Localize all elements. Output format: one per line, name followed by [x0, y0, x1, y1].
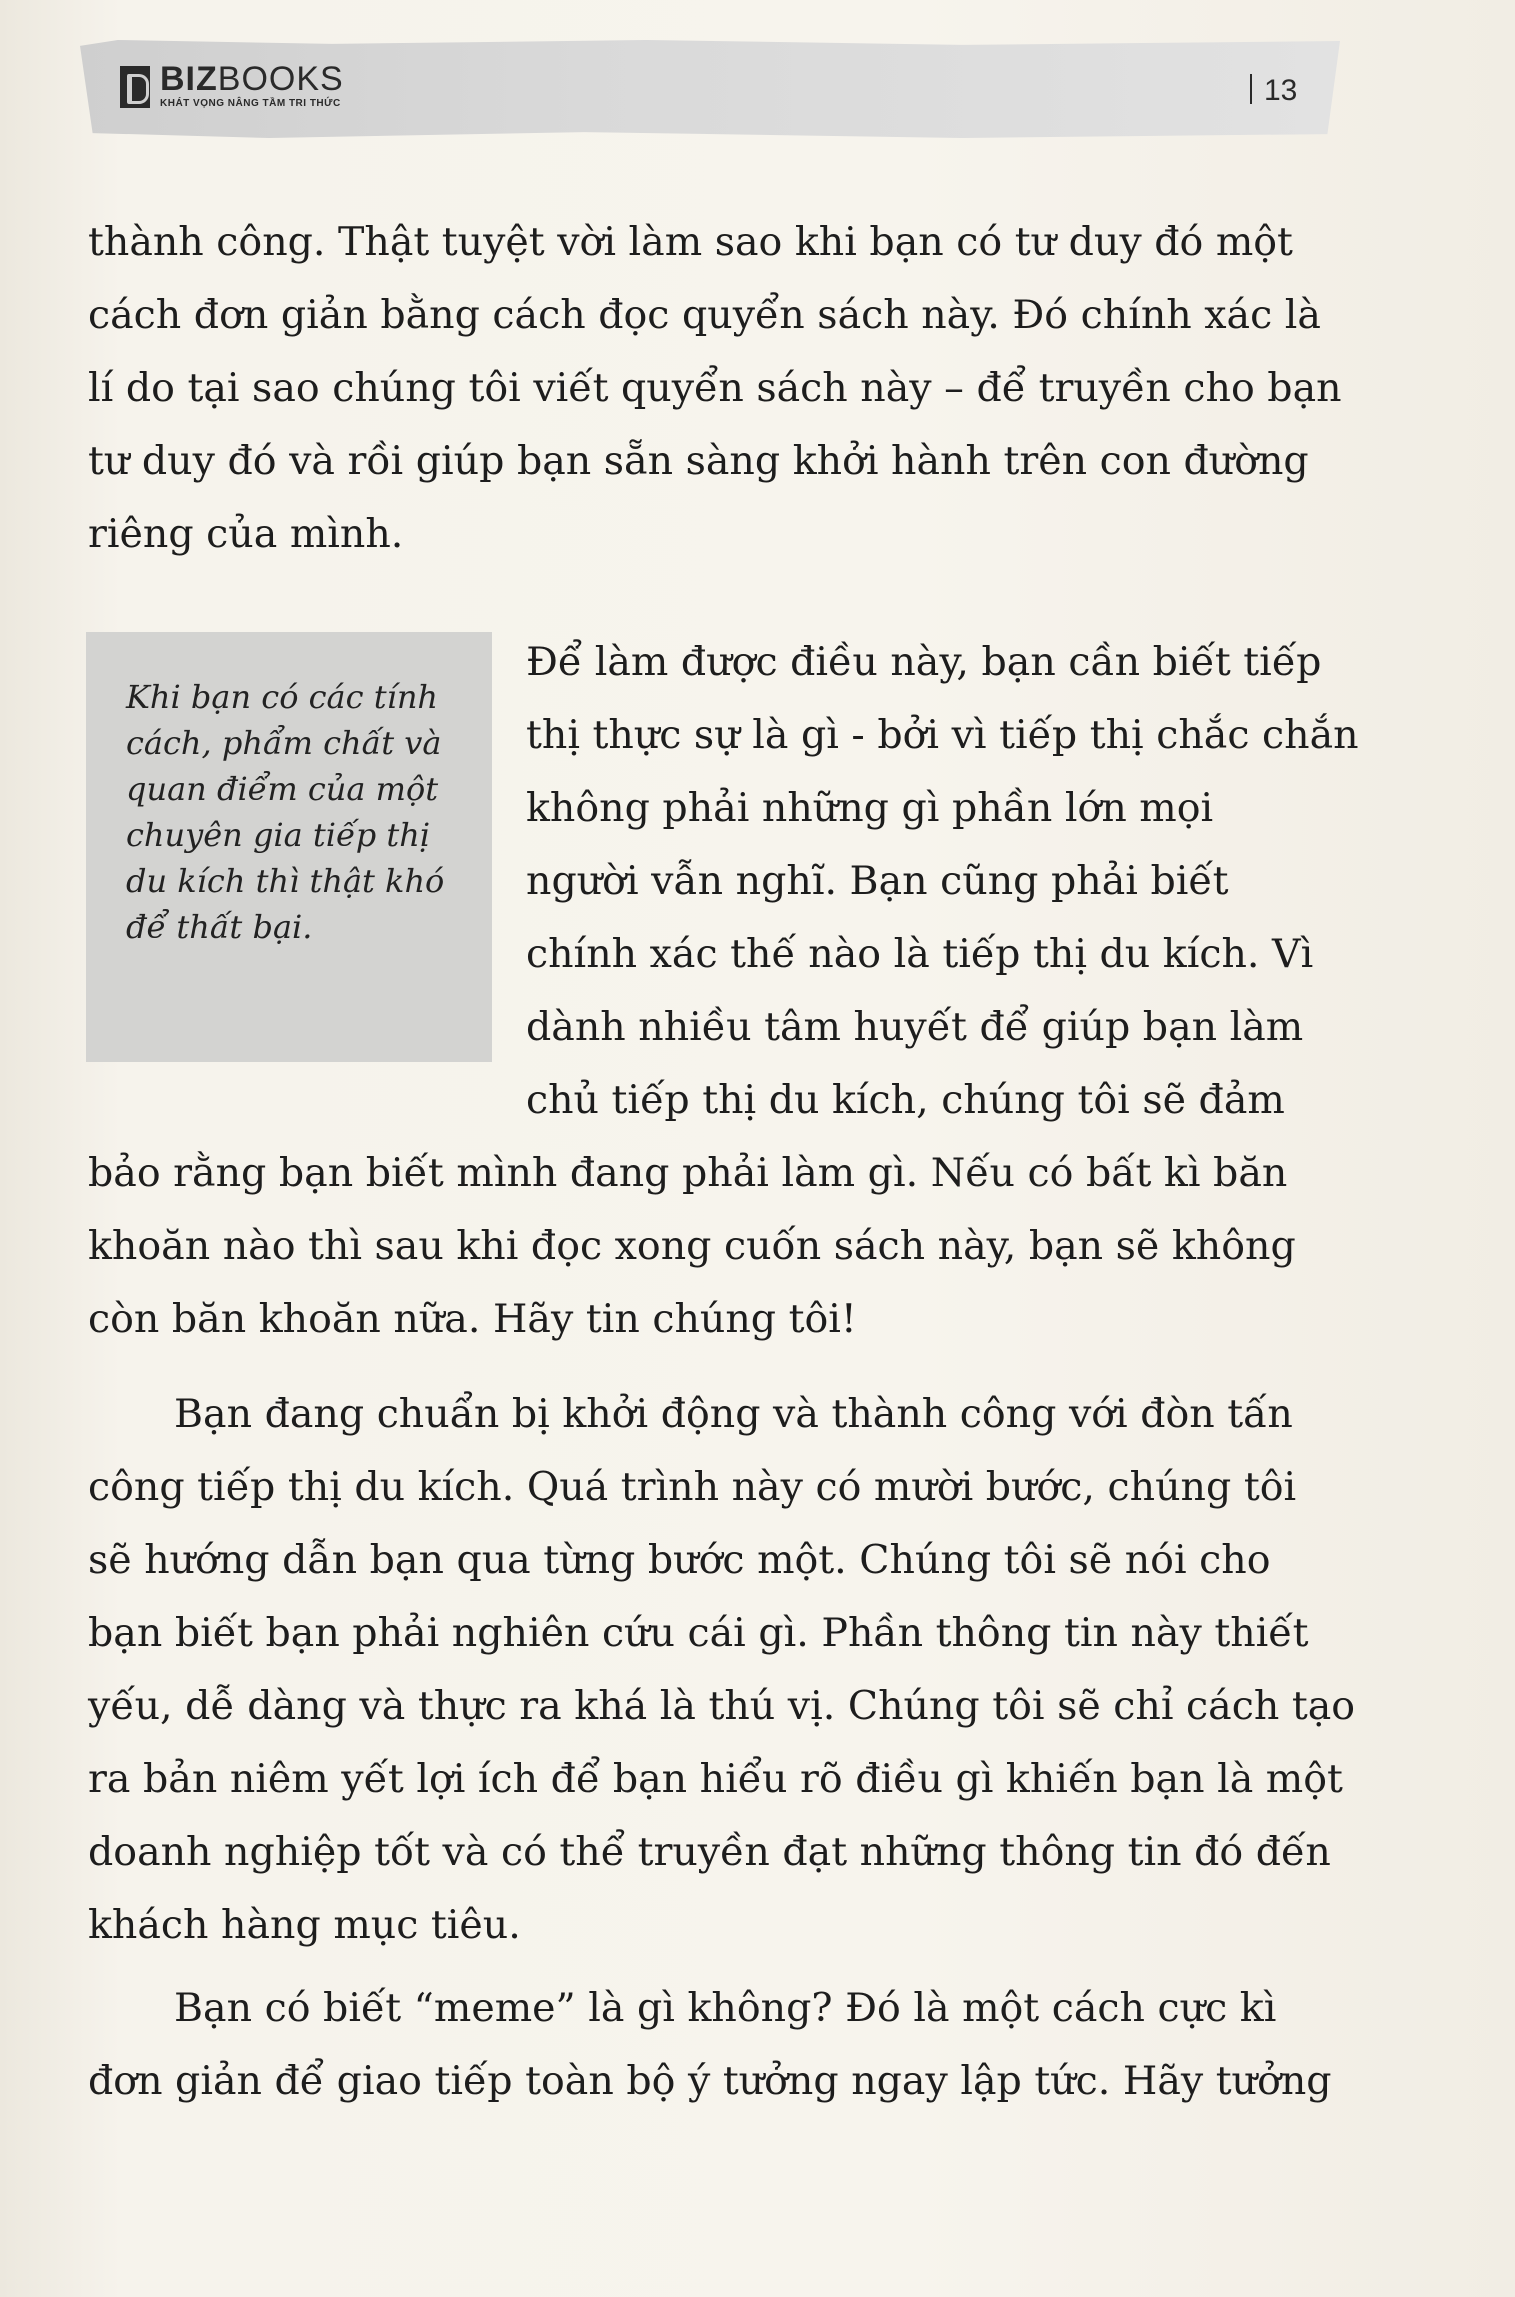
text-line: sẽ hướng dẫn bạn qua từng bước một. Chúng tôi sẽ nói cho [88, 1537, 1271, 1583]
text-line: doanh nghiệp tốt và có thể truyền đạt những thông tin đó đến [88, 1829, 1331, 1875]
page-number-divider [1250, 74, 1252, 104]
paragraph-4 [88, 1972, 1378, 2118]
text-line: cách đơn giản bằng cách đọc quyển sách này. Đó chính xác là [88, 292, 1321, 338]
text-line: không phải những gì phần lớn mọi [526, 785, 1214, 831]
text-line: công tiếp thị du kích. Quá trình này có mười bước, chúng tôi [88, 1464, 1297, 1510]
brand-bold: BIZ [160, 60, 218, 98]
text-line: Bạn đang chuẩn bị khởi động và thành công với đòn tấn [174, 1391, 1293, 1437]
pullquote-text [126, 674, 496, 950]
pullquote-line: để thất bại. [126, 908, 313, 946]
text-line: Để làm được điều này, bạn cần biết tiếp [526, 639, 1322, 685]
text-line: bảo rằng bạn biết mình đang phải làm gì. Nếu có bất kì băn [88, 1150, 1288, 1196]
text-line: tư duy đó và rồi giúp bạn sẵn sàng khởi hành trên con đường [88, 438, 1309, 484]
pullquote-line: chuyên gia tiếp thị [126, 816, 431, 854]
text-line: bạn biết bạn phải nghiên cứu cái gì. Phần thông tin này thiết [88, 1610, 1309, 1656]
paragraph-3 [88, 1378, 1378, 1962]
page-number [1250, 74, 1297, 108]
brand-light: BOOKS [217, 60, 344, 98]
paragraph-2-full [88, 1137, 1378, 1356]
text-line: khách hàng mục tiêu. [88, 1902, 521, 1948]
text-line: người vẫn nghĩ. Bạn cũng phải biết [526, 858, 1229, 904]
text-line: chính xác thế nào là tiếp thị du kích. Vì [526, 931, 1314, 977]
text-line: thị thực sự là gì - bởi vì tiếp thị chắc chắn [526, 712, 1359, 758]
text-line: đơn giản để giao tiếp toàn bộ ý tưởng ngay lập tức. Hãy tưởng [88, 2058, 1332, 2104]
pullquote-line: cách, phẩm chất và [126, 724, 442, 762]
bizbooks-logo-icon [120, 66, 150, 108]
pullquote-line: du kích thì thật khó [126, 862, 445, 900]
text-line: lí do tại sao chúng tôi viết quyển sách này – để truyền cho bạn [88, 365, 1342, 411]
text-line: dành nhiều tâm huyết để giúp bạn làm [526, 1004, 1304, 1050]
brand-tagline: KHÁT VỌNG NÂNG TẦM TRI THỨC [160, 98, 341, 109]
pullquote-box [86, 632, 492, 1062]
text-line: Bạn có biết “meme” là gì không? Đó là một cách cực kì [174, 1985, 1277, 2031]
text-line: khoăn nào thì sau khi đọc xong cuốn sách này, bạn sẽ không [88, 1223, 1296, 1269]
pullquote-line: Khi bạn có các tính [126, 678, 439, 716]
bizbooks-logo [120, 62, 344, 109]
paragraph-2-side [526, 626, 1376, 1137]
pullquote-line: quan điểm của một [126, 770, 439, 808]
text-line: yếu, dễ dàng và thực ra khá là thú vị. Chúng tôi sẽ chỉ cách tạo [88, 1683, 1356, 1729]
paragraph-1 [88, 206, 1378, 571]
text-line: ra bản niêm yết lợi ích để bạn hiểu rõ điều gì khiến bạn là một [88, 1756, 1343, 1802]
brand-name [160, 62, 344, 96]
page-number-value: 13 [1264, 74, 1298, 107]
text-line: riêng của mình. [88, 511, 404, 557]
logo-text [160, 62, 344, 109]
text-line: còn băn khoăn nữa. Hãy tin chúng tôi! [88, 1296, 857, 1342]
text-line: thành công. Thật tuyệt vời làm sao khi bạn có tư duy đó một [88, 219, 1293, 265]
text-line: chủ tiếp thị du kích, chúng tôi sẽ đảm [526, 1077, 1285, 1123]
